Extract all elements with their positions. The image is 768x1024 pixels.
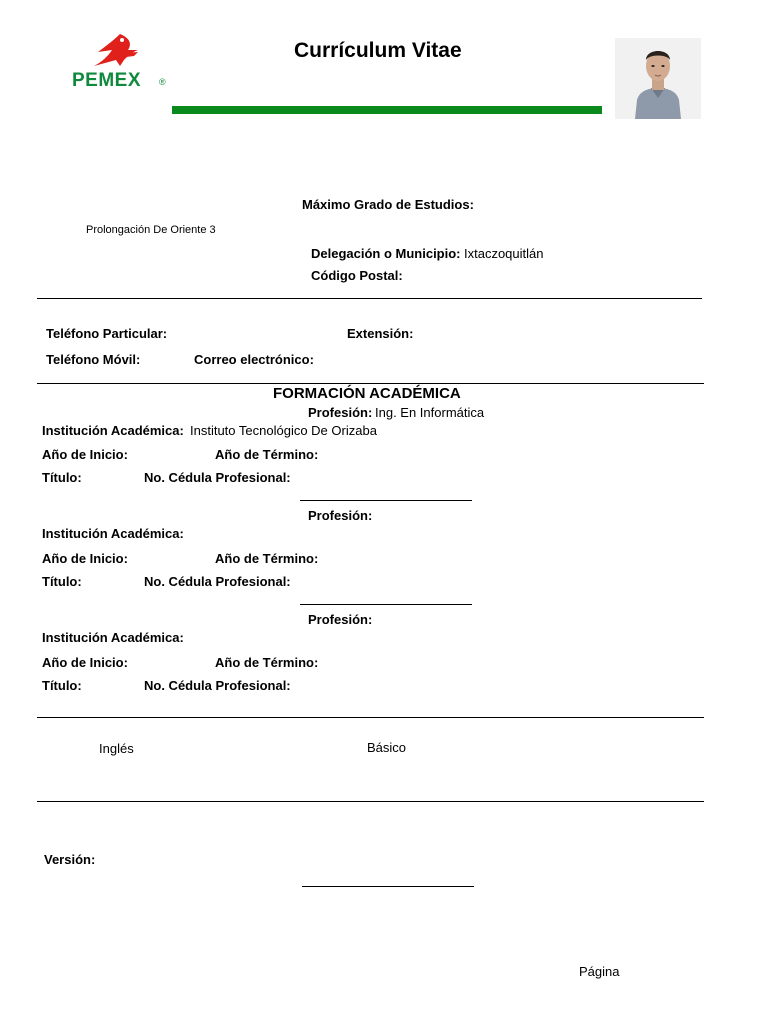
codigo-postal-label: Código Postal: <box>311 268 403 283</box>
profile-photo <box>615 38 701 119</box>
divider-personal <box>37 298 702 299</box>
divider-idiomas <box>37 801 704 802</box>
anio-termino-label: Año de Término: <box>215 447 319 462</box>
titulo-label: Título: <box>42 470 82 485</box>
profesion-value: Ing. En Informática <box>375 405 485 420</box>
anio-inicio-label: Año de Inicio: <box>42 551 128 566</box>
language-name: Inglés <box>99 741 134 756</box>
telefono-particular-label: Teléfono Particular: <box>46 326 168 341</box>
titulo-label: Título: <box>42 678 82 693</box>
max-grado-label: Máximo Grado de Estudios: <box>302 197 474 212</box>
divider-contact <box>37 383 704 384</box>
pagina-label: Página <box>579 964 620 979</box>
profesion-label: Profesión: <box>308 612 373 627</box>
pemex-eagle-icon <box>68 30 172 72</box>
institucion-label: Institución Académica: <box>42 526 184 541</box>
formacion-heading: FORMACIÓN ACADÉMICA <box>273 385 461 402</box>
signature-line <box>302 886 474 887</box>
titulo-label: Título: <box>42 574 82 589</box>
cedula-label: No. Cédula Profesional: <box>144 678 291 693</box>
anio-inicio-label: Año de Inicio: <box>42 655 128 670</box>
language-level: Básico <box>367 740 407 755</box>
logo-text: PEMEX <box>72 70 142 91</box>
institucion-label: Institución Académica: <box>42 423 184 438</box>
page-title: Currículum Vitae <box>294 39 462 62</box>
profesion-label: Profesión: <box>308 405 373 420</box>
telefono-movil-label: Teléfono Móvil: <box>46 352 141 367</box>
cedula-label: No. Cédula Profesional: <box>144 470 291 485</box>
anio-inicio-label: Año de Inicio: <box>42 447 128 462</box>
anio-termino-label: Año de Término: <box>215 551 319 566</box>
extension-label: Extensión: <box>347 326 414 341</box>
divider-formacion <box>37 717 704 718</box>
header-green-bar <box>172 106 602 114</box>
cedula-label: No. Cédula Profesional: <box>144 574 291 589</box>
person-photo-icon <box>615 38 701 119</box>
pemex-logo <box>68 30 172 98</box>
profesion-label: Profesión: <box>308 508 373 523</box>
correo-label: Correo electrónico: <box>194 352 314 367</box>
anio-termino-label: Año de Término: <box>215 655 319 670</box>
institucion-label: Institución Académica: <box>42 630 184 645</box>
address-value: Prolongación De Oriente 3 <box>86 224 216 236</box>
version-label: Versión: <box>44 852 96 867</box>
signature-line <box>300 500 472 501</box>
institucion-value: Instituto Tecnológico De Orizaba <box>190 423 377 438</box>
signature-line <box>300 604 472 605</box>
delegacion-value: Ixtaczoquitlán <box>464 246 544 261</box>
delegacion-label: Delegación o Municipio: <box>311 246 461 261</box>
logo-registered-mark: ® <box>159 77 166 87</box>
